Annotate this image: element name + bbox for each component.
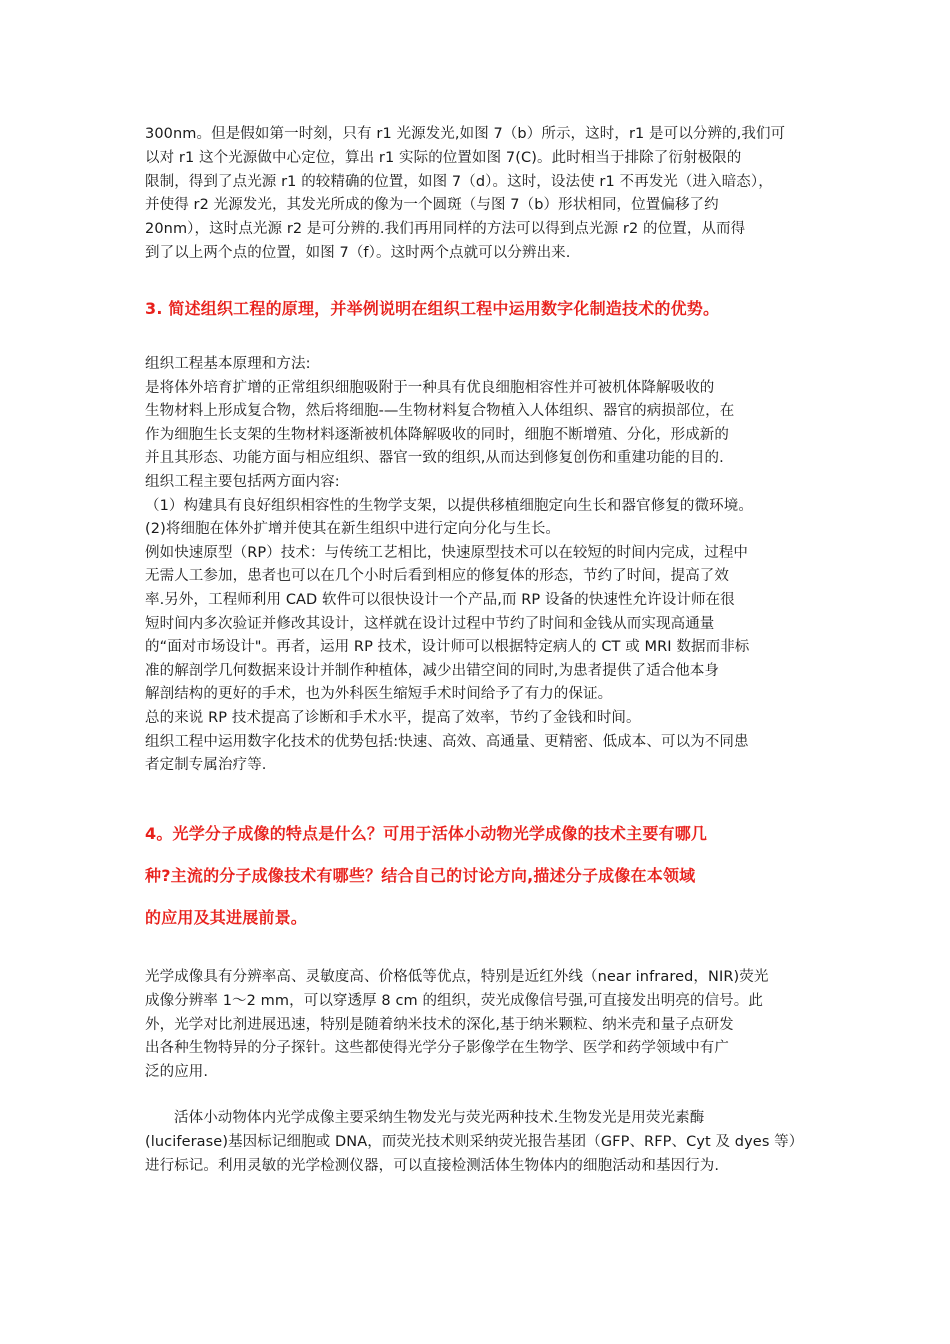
answer-4-paragraph-1 bbox=[145, 966, 813, 1085]
paragraph-line: 出各种生物特异的分子探针。这些都使得光学分子影像学在生物学、医学和药学领域中有广 bbox=[145, 1040, 729, 1057]
paragraph-line: 准的解剖学几何数据来设计并制作种植体，减少出错空间的同时,为患者提供了适合他本身 bbox=[145, 662, 720, 679]
paragraph-line: 活体小动物体内光学成像主要采纳生物发光与荧光两种技术.生物发光是用荧光素酶 bbox=[174, 1110, 705, 1126]
paragraph-line: 进行标记。利用灵敏的光学检测仪器，可以直接检测活体生物体内的细胞活动和基因行为. bbox=[145, 1157, 720, 1174]
paragraph-line: 解剖结构的更好的手术，也为外科医生缩短手术时间给予了有力的保证。 bbox=[145, 686, 613, 703]
paragraph-line: 总的来说 RP 技术提高了诊断和手术水平，提高了效率，节约了金钱和时间。 bbox=[145, 709, 641, 726]
paragraph-line: 是将体外培育扩增的正常组织细胞吸附于一种具有优良细胞相容性并可被机体降解吸收的 bbox=[145, 379, 715, 396]
paragraph-line: 率.另外，工程师利用 CAD 软件可以很快设计一个产品,而 RP 设备的快速性允许设计师在很 bbox=[145, 591, 735, 608]
answer-3 bbox=[145, 353, 813, 778]
question-3-heading: 3. 简述组织工程的原理，并举例说明在组织工程中运用数字化制造技术的优势。 bbox=[145, 299, 720, 318]
paragraph-line: 的“面对市场设计"。再者，运用 RP 技术，设计师可以根据特定病人的 CT 或 MRI 数据而非标 bbox=[145, 639, 750, 656]
paragraph-line: 例如快速原型（RP）技术：与传统工艺相比，快速原型技术可以在较短的时间内完成，过程中 bbox=[145, 544, 749, 561]
paragraph-line: (2)将细胞在体外扩增并使其在新生组织中进行定向分化与生长。 bbox=[145, 521, 561, 538]
paragraph-line: 并使得 r2 光源发光，其发光所成的像为一个圆斑（与图 7（b）形状相同，位置偏移了约 bbox=[145, 197, 719, 214]
paragraph-line: 外，光学对比剂进展迅速，特别是随着纳米技术的深化,基于纳米颗粒、纳米壳和量子点研发 bbox=[145, 1016, 734, 1033]
question-4-heading: 4。光学分子成像的特点是什么？可用于活体小动物光学成像的技术主要有哪几 种?主流的分子成像技术有哪些？结合自己的讨论方向,描述分子成像在本领域 的应用及其进展前景。 bbox=[145, 824, 708, 927]
paragraph-line: 限制，得到了点光源 r1 的较精确的位置，如图 7（d）。这时，设法使 r1 不再发光（进入暗态）， bbox=[145, 173, 773, 190]
paragraph-line: 到了以上两个点的位置，如图 7（f）。这时两个点就可以分辨出来. bbox=[145, 244, 571, 261]
paragraph-line: 无需人工参加，患者也可以在几个小时后看到相应的修复体的形态，节约了时间，提高了效 bbox=[145, 568, 729, 585]
paragraph-line: 以对 r1 这个光源做中心定位，算出 r1 实际的位置如图 7(C)。此时相当于排除了衍射极限的 bbox=[145, 149, 742, 166]
paragraph-line: 作为细胞生长支架的生物材料逐渐被机体降解吸收的同时，细胞不断增殖、分化，形成新的 bbox=[145, 426, 729, 443]
paragraph-line: 组织工程主要包括两方面内容: bbox=[145, 473, 340, 490]
answer-4-paragraph-2 bbox=[145, 1107, 813, 1178]
paragraph-line: 光学成像具有分辨率高、灵敏度高、价格低等优点，特别是近红外线（near infrared，NIR)荧光 bbox=[145, 969, 769, 985]
paragraph-line: 并且其形态、功能方面与相应组织、器官一致的组织,从而达到修复创伤和重建功能的目的. bbox=[145, 450, 724, 467]
paragraph-line: 成像分辨率 1～2 mm，可以穿透厚 8 cm 的组织，荧光成像信号强,可直接发出明亮的信号。此 bbox=[145, 992, 763, 1009]
paragraph-line: 组织工程基本原理和方法: bbox=[145, 356, 311, 372]
paragraph-line: (luciferase)基因标记细胞或 DNA，而荧光技术则采纳荧光报告基团（GFP、RFP、Cyt 及 dyes 等） bbox=[145, 1133, 804, 1150]
paragraph-line: 生物材料上形成复合物，然后将细胞-—生物材料复合物植入人体组织、器官的病损部位，在 bbox=[145, 403, 735, 420]
paragraph-line: 者定制专属治疗等. bbox=[145, 757, 267, 774]
paragraph-line: 短时间内多次验证并修改其设计，这样就在设计过程中节约了时间和金钱从而实现高通量 bbox=[145, 615, 715, 632]
paragraph-line: 泛的应用. bbox=[145, 1064, 209, 1081]
paragraph-line: 组织工程中运用数字化技术的优势包括:快速、高效、高通量、更精密、低成本、可以为不同患 bbox=[145, 733, 749, 750]
paragraph-line: 20nm），这时点光源 r2 是可分辨的.我们再用同样的方法可以得到点光源 r2 的位置，从而得 bbox=[145, 221, 746, 238]
paragraph-line: 300nm。但是假如第一时刻，只有 r1 光源发光,如图 7（b）所示，这时，r1 是可以分辨的,我们可 bbox=[145, 126, 786, 142]
intro-paragraph bbox=[145, 123, 813, 266]
paragraph-line: （1）构建具有良好组织相容性的生物学支架，以提供移植细胞定向生长和器官修复的微环境。 bbox=[145, 497, 753, 514]
